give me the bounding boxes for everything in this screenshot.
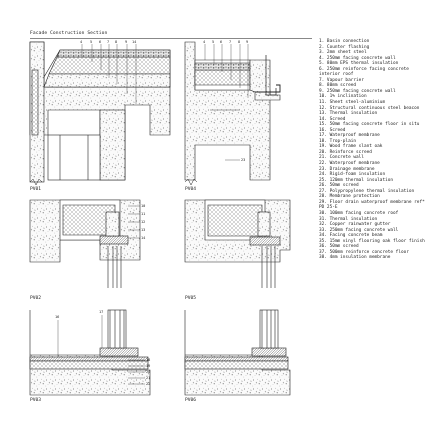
callout-pv04-4: 7 [229, 40, 232, 44]
legend-item: 14. Screed [319, 116, 346, 122]
panel-label-pv02: PV02 [30, 296, 42, 301]
legend-item: 24. Rigid-foam insulation [319, 172, 386, 178]
legend-item: 20. Reinforce screed [319, 149, 372, 155]
callout-pv02-3: 12 [141, 220, 146, 224]
legend-item: 21. Concrete wall [319, 155, 364, 161]
panel-label-pv03: PV03 [30, 398, 42, 403]
callout-pv04-1: 4 [203, 40, 206, 44]
legend-item: 16. Screed [319, 127, 346, 133]
detail-pv03 [30, 310, 150, 395]
legend-item: 11. Sheet steel-aluminium [319, 100, 386, 106]
callout-pv01-1: 4 [80, 40, 83, 44]
callout-pv03-3: 18 [146, 358, 151, 362]
panel-label-pv06: PV06 [185, 398, 197, 403]
callout-pv04-6: 9 [246, 40, 249, 44]
legend-item: 19. Wood frame slant oak [319, 144, 383, 150]
legend-item: 30. 100mm facing concrete roof [319, 210, 399, 216]
detail-pv01 [30, 42, 170, 182]
panel-label-pv01: PV01 [30, 187, 42, 192]
legend-item: 9. 250mm facing concrete wall [319, 88, 396, 94]
legend-item: 36. 50mm screed [319, 244, 359, 250]
legend-item: 38. 4mm insulation membrane [319, 255, 391, 261]
detail-pv05 [185, 200, 290, 288]
callout-pv02-4: 13 [141, 228, 146, 232]
legend-item: 3. 2mm sheet steel [319, 50, 367, 56]
legend-item: 18. Trop-plain [319, 138, 357, 144]
callout-pv02-2: 11 [141, 212, 146, 216]
callout-pv04-3: 6 [220, 40, 223, 44]
legend-item: 12. Structural continuous steel beacon [319, 105, 420, 111]
legend-item: 35. 15mm vinyl flooring oak floor finish [319, 238, 425, 244]
legend-item: 28. Membrane protection [319, 194, 380, 200]
legend-item: 23. Drainage membrane [319, 166, 375, 172]
legend-item: 34. Facing concrete beam [319, 233, 383, 239]
panel-label-pv04: PV04 [185, 187, 197, 192]
legend-item: 27. Polypropylene thermal insulation [319, 188, 415, 194]
callout-pv01-6: 9 [125, 40, 128, 44]
legend-item: 1. Basin connection [319, 39, 370, 44]
callout-pv02-5: 14 [141, 236, 146, 240]
callout-pv02-1: 10 [141, 204, 146, 208]
callout-pv04-7: 23 [241, 158, 246, 162]
legend-item: 5. 80mm EPS thermal insulation [319, 61, 399, 67]
callout-pv04-5: 8 [238, 40, 241, 44]
detail-pv04 [185, 42, 280, 180]
detail-pv02 [30, 200, 140, 288]
callout-pv01-2: 5 [90, 40, 93, 44]
callout-pv03-4: 19 [146, 364, 151, 368]
legend-item: 31. Thermal insulation [319, 216, 378, 222]
legend-item: 7. Vapour barrier [319, 77, 364, 83]
callout-pv03-5: 20 [146, 370, 151, 374]
callout-pv01-3: 6 [99, 40, 102, 44]
panel-label-pv05: PV05 [185, 296, 197, 301]
legend-item: 22. Waterproof membrane [319, 161, 380, 167]
legend-item: 17. Waterproof membrane [319, 133, 380, 139]
legend-item: 8. 80mm screed [319, 83, 357, 89]
legend-item: 2. Counter flashing [319, 44, 370, 50]
legend-item: 6. 250mm reinforce facing concrete interior roof [319, 66, 409, 78]
callout-pv03-7: 22 [146, 382, 151, 386]
legend-item: 13. Thermal insulation [319, 111, 378, 117]
legend-item: 32. Copper rainwater gutter [319, 222, 391, 228]
callout-pv03-2: 17 [99, 310, 104, 314]
legend-item: 29. Floor drain waterproof membrane ref* PD 25-E [319, 199, 425, 211]
legend-item: 37. 500mm reinforce concrete floor [319, 249, 409, 255]
callout-pv04-2: 5 [212, 40, 215, 44]
callout-pv01-7: 14 [132, 40, 137, 44]
legend-item: 15. 50mm facing concrete floor in situ [319, 122, 420, 128]
legend-item: 25. 120mm thermal insulation [319, 177, 394, 183]
legend-item: 33. 250mm facing concrete wall [319, 227, 399, 233]
legend-item: 10. 1% inclination [319, 94, 367, 100]
legend-item: 26. 50mm screed [319, 183, 359, 189]
legend-item: 4. 250mm facing concrete wall [319, 55, 396, 61]
callout-pv03-1: 16 [55, 315, 60, 319]
callout-pv03-6: 21 [146, 376, 151, 380]
material-legend [319, 39, 427, 261]
detail-pv06 [185, 310, 290, 395]
sheet-title: Facade Construction Section [30, 31, 108, 36]
callout-pv01-5: 8 [115, 40, 118, 44]
callout-pv01-4: 7 [107, 40, 110, 44]
